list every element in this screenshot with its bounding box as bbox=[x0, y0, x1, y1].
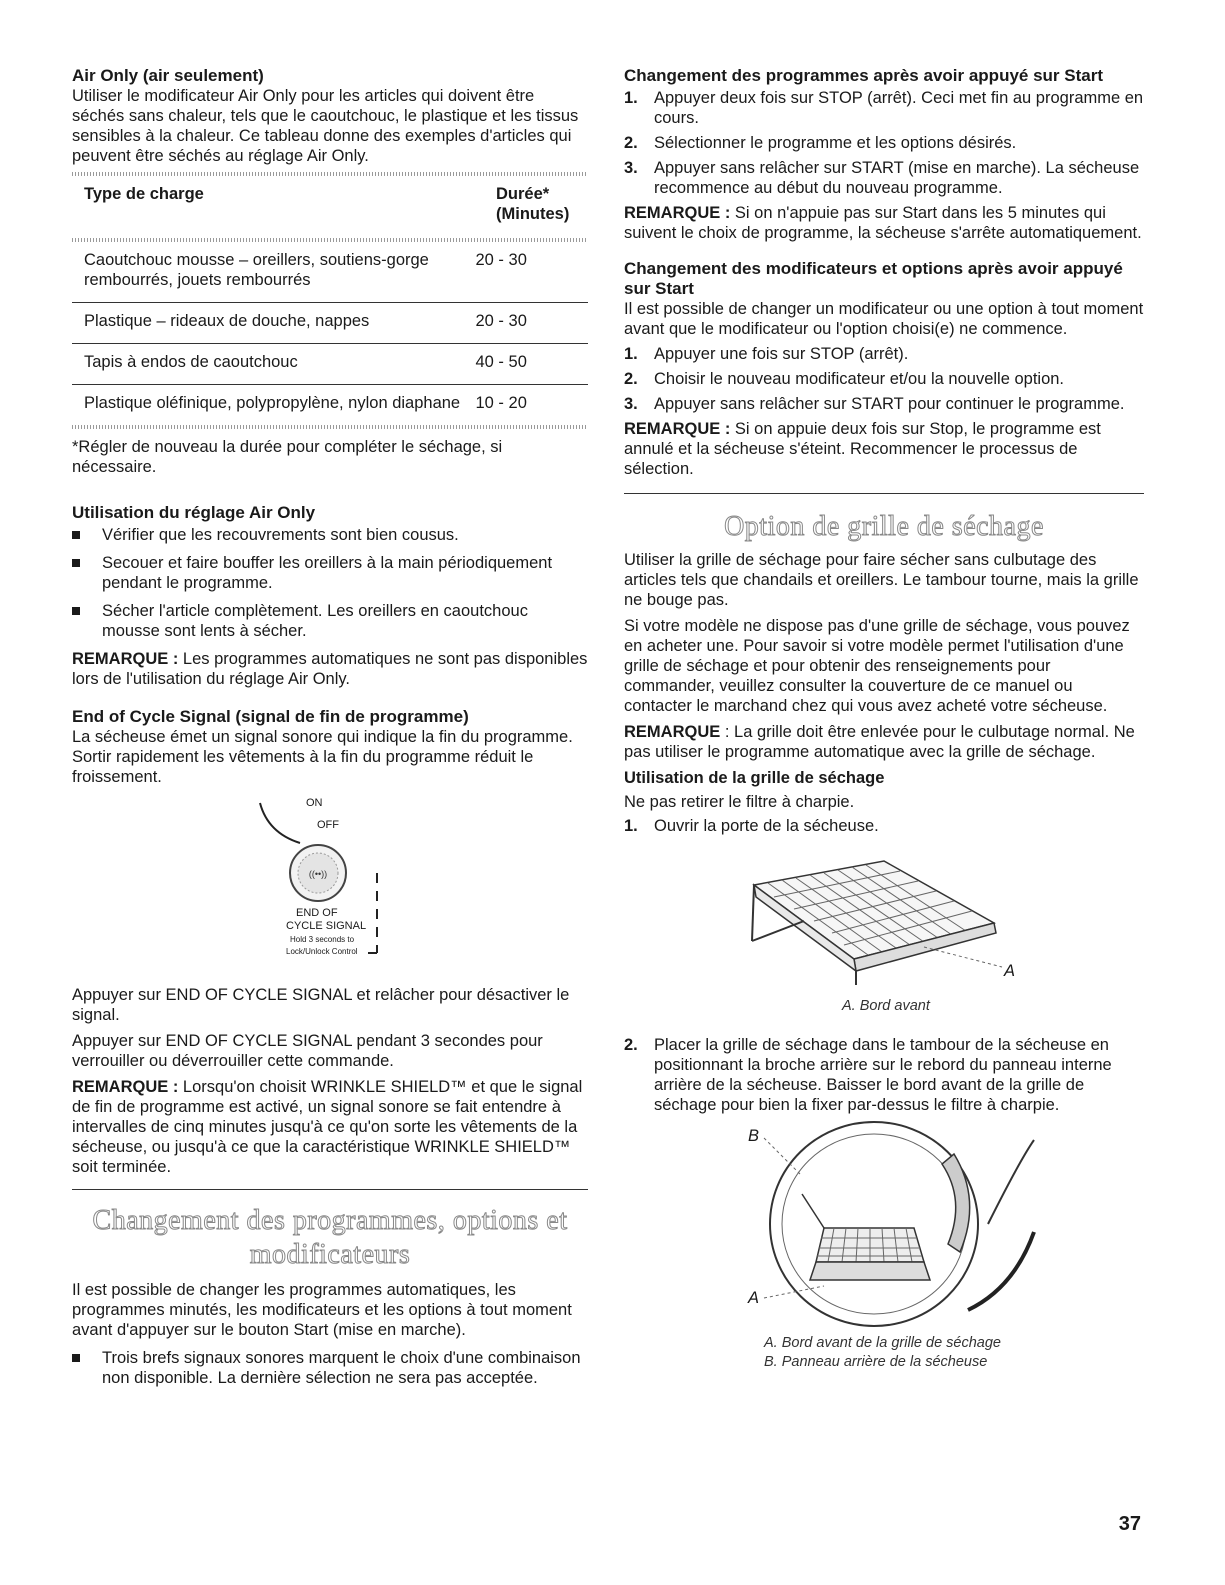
utilisation-air-only-heading: Utilisation du réglage Air Only bbox=[72, 503, 316, 522]
list-item bbox=[624, 816, 1144, 836]
changement-bullets bbox=[72, 1348, 588, 1388]
end-of-cycle-heading: End of Cycle Signal (signal de fin de programme) bbox=[72, 707, 469, 726]
remarque-text: Lorsqu'on choisit WRINKLE SHIELD™ et que le signal de fin de programme est activé, un signal sonore se fait entendre à intervalles de cinq minutes jusqu'à ce qu'on sorte les vêtements de la sécheuse, ou jusqu'à ce que la caractéristique WRINKLE SHIELD™ soit terminée. bbox=[72, 1078, 583, 1176]
utilisation-remarque bbox=[72, 649, 588, 689]
panel-off-label: OFF bbox=[317, 819, 339, 831]
table-row bbox=[72, 344, 588, 385]
remarque-text: Si on appuie deux fois sur Stop, le programme est annulé et la sécheuse s'éteint. Recommencer le processus de sélection. bbox=[624, 420, 1101, 478]
section-divider bbox=[72, 1189, 588, 1190]
utilisation-bullets bbox=[72, 525, 588, 641]
changement-modificateurs-remarque bbox=[624, 419, 1144, 479]
section-title-line1: Changement des programmes, options et bbox=[92, 1205, 568, 1236]
panel-end-of-label: END OF bbox=[296, 907, 338, 919]
table-cell-duration: 20 - 30 bbox=[475, 312, 527, 330]
air-only-table-body bbox=[72, 242, 588, 425]
changement-programmes-steps bbox=[624, 88, 1144, 198]
table-row bbox=[72, 303, 588, 344]
step-number: 1. bbox=[624, 817, 638, 835]
grille-remarque bbox=[624, 722, 1144, 762]
end-of-cycle-para2: Appuyer sur END OF CYCLE SIGNAL pendant 3 secondes pour verrouiller ou déverrouiller cette commande. bbox=[72, 1032, 543, 1070]
panel-hold-label: Hold 3 seconds to bbox=[290, 935, 355, 944]
table-bottom-rule bbox=[72, 425, 588, 429]
step-text: Choisir le nouveau modificateur et/ou la nouvelle option. bbox=[654, 370, 1065, 388]
panel-cycle-signal-label: CYCLE SIGNAL bbox=[286, 920, 367, 932]
col-duration-header bbox=[496, 184, 588, 224]
grille-sub-intro: Ne pas retirer le filtre à charpie. bbox=[624, 793, 855, 811]
col-type-header: Type de charge bbox=[84, 185, 204, 203]
end-of-cycle-intro: La sécheuse émet un signal sonore qui indique la fin du programme. Sortir rapidement les vêtements à la fin du programme réduit le froissement. bbox=[72, 728, 573, 786]
grille-step1 bbox=[624, 816, 1144, 836]
table-row bbox=[72, 242, 588, 303]
air-only-heading: Air Only (air seulement) bbox=[72, 66, 264, 85]
changement-modificateurs-steps bbox=[624, 344, 1144, 414]
drying-rack-illustration bbox=[624, 841, 1144, 1019]
step-text: Ouvrir la porte de la sécheuse. bbox=[654, 817, 879, 835]
table-cell-type: Tapis à endos de caoutchouc bbox=[84, 353, 298, 371]
step-number: 3. bbox=[624, 159, 638, 177]
list-item bbox=[624, 133, 1144, 153]
end-of-cycle-panel-illustration bbox=[72, 795, 588, 985]
section-divider bbox=[624, 493, 1144, 494]
grille-para2: Si votre modèle ne dispose pas d'une grille de séchage, vous pouvez en acheter une. Pour savoir si votre modèle permet l'utilisation d'une grille de séchage et pour obtenir des renseignements pour commander, veuillez consulter la couverture de ce manuel ou contacter le marchand chez qui vous avez acheté votre sécheuse. bbox=[624, 617, 1130, 715]
list-item: Sécher l'article complètement. Les oreillers en caoutchouc mousse sont lents à sécher. bbox=[72, 601, 588, 641]
remarque-label: REMARQUE : bbox=[72, 650, 179, 668]
changement-programmes-remarque bbox=[624, 203, 1144, 243]
list-item bbox=[624, 369, 1144, 389]
left-column bbox=[72, 66, 588, 1396]
panel-lock-label: Lock/Unlock Control bbox=[286, 947, 358, 956]
table-cell-type: Caoutchouc mousse – oreillers, soutiens-gorge rembourrés, jouets rembourrés bbox=[84, 251, 429, 289]
remarque-text: Si on n'appuie pas sur Start dans les 5 minutes qui suivent le choix de programme, la sécheuse s'arrête automatiquement. bbox=[624, 204, 1142, 242]
drum-label-b: B bbox=[748, 1127, 760, 1145]
rack-in-drum-drawing bbox=[624, 1120, 1144, 1330]
rack-label-a: A bbox=[1004, 962, 1016, 980]
table-cell-type: Plastique – rideaux de douche, nappes bbox=[84, 312, 370, 330]
remarque-label: REMARQUE : bbox=[72, 1078, 179, 1096]
air-only-intro: Utiliser le modificateur Air Only pour les articles qui doivent être séchés sans chaleur, tels que le caoutchouc, le plastique et les tissus sensibles à la chaleur. Ce tableau donne des exemples d'articles qui peuvent être séchés au réglage Air Only. bbox=[72, 87, 579, 165]
remarque-label: REMARQUE bbox=[624, 723, 721, 741]
remarque-label: REMARQUE : bbox=[624, 204, 731, 222]
list-item: Secouer et faire bouffer les oreillers à la main périodiquement pendant le programme. bbox=[72, 553, 588, 593]
remarque-text: : La grille doit être enlevée pour le culbutage normal. Ne pas utiliser le programme automatique avec la grille de séchage. bbox=[624, 723, 1135, 761]
grille-sub-heading: Utilisation de la grille de séchage bbox=[624, 769, 885, 787]
changement-programmes-heading: Changement des programmes après avoir appuyé sur Start bbox=[624, 66, 1103, 85]
end-of-cycle-para1: Appuyer sur END OF CYCLE SIGNAL et relâcher pour désactiver le signal. bbox=[72, 986, 570, 1024]
right-column bbox=[624, 66, 1144, 1372]
step-number: 2. bbox=[624, 134, 638, 152]
drum-label-a: A bbox=[748, 1289, 760, 1307]
list-item bbox=[624, 1035, 1144, 1115]
list-item bbox=[624, 158, 1144, 198]
table-cell-type: Plastique oléfinique, polypropylène, nylon diaphane bbox=[84, 394, 461, 412]
duration-header-line1: Durée* bbox=[496, 185, 550, 203]
step-text: Appuyer sans relâcher sur START pour continuer le programme. bbox=[654, 395, 1125, 413]
list-item bbox=[624, 394, 1144, 414]
grille-step2 bbox=[624, 1035, 1144, 1115]
air-only-table bbox=[72, 184, 588, 224]
rack-caption: A. Bord avant bbox=[842, 998, 930, 1014]
table-footnote: *Régler de nouveau la durée pour compléter le séchage, si nécessaire. bbox=[72, 438, 503, 476]
table-row bbox=[72, 385, 588, 426]
duration-header-line2: (Minutes) bbox=[496, 205, 570, 223]
step-number: 2. bbox=[624, 1036, 638, 1054]
step-number: 3. bbox=[624, 395, 638, 413]
step-text: Sélectionner le programme et les options désirés. bbox=[654, 134, 1017, 152]
changement-modificateurs-intro: Il est possible de changer un modificateur ou une option à tout moment avant que le modificateur ou l'option choisi(e) ne commence. bbox=[624, 300, 1144, 338]
end-of-cycle-remarque bbox=[72, 1077, 588, 1177]
changement-section-title bbox=[72, 1204, 588, 1272]
changement-modificateurs-heading: Changement des modificateurs et options après avoir appuyé sur Start bbox=[624, 259, 1123, 298]
page-number: 37 bbox=[1118, 1513, 1141, 1535]
step-number: 1. bbox=[624, 345, 638, 363]
step-text: Placer la grille de séchage dans le tambour de la sécheuse en positionnant la broche arrière sur le rebord du panneau interne arrière de la sécheuse. Baisser le bord avant de la grille de séchage pour bien la fixer par-dessus le filtre à charpie. bbox=[654, 1036, 1112, 1114]
step-text: Appuyer sans relâcher sur START (mise en marche). La sécheuse recommence au début du nouveau programme. bbox=[654, 159, 1140, 197]
table-cell-duration: 10 - 20 bbox=[475, 394, 527, 412]
table-cell-duration: 20 - 30 bbox=[475, 251, 527, 269]
grille-section-title: Option de grille de séchage bbox=[724, 511, 1044, 542]
table-top-rule bbox=[72, 172, 588, 176]
list-item: Vérifier que les recouvrements sont bien cousus. bbox=[72, 525, 588, 545]
step-number: 2. bbox=[624, 370, 638, 388]
step-text: Appuyer deux fois sur STOP (arrêt). Ceci met fin au programme en cours. bbox=[654, 89, 1144, 127]
svg-text:((••)): ((••)) bbox=[308, 869, 328, 879]
remarque-text: Les programmes automatiques ne sont pas disponibles lors de l'utilisation du réglage Air Only. bbox=[72, 650, 588, 688]
drum-caption-a: A. Bord avant de la grille de séchage bbox=[764, 1335, 1001, 1351]
table-cell-duration: 40 - 50 bbox=[475, 353, 527, 371]
step-text: Appuyer une fois sur STOP (arrêt). bbox=[654, 345, 909, 363]
changement-intro: Il est possible de changer les programmes automatiques, les programmes minutés, les modificateurs et les options à tout moment avant d'appuyer sur le bouton Start (mise en marche). bbox=[72, 1281, 572, 1339]
section-title-line2: modificateurs bbox=[249, 1239, 411, 1270]
list-item bbox=[624, 88, 1144, 128]
panel-on-label: ON bbox=[306, 797, 323, 809]
grille-para1: Utiliser la grille de séchage pour faire sécher sans culbutage des articles tels que chandails et oreillers. Le tambour tourne, mais la grille ne bouge pas. bbox=[624, 551, 1139, 609]
step-number: 1. bbox=[624, 89, 638, 107]
drum-caption-b: B. Panneau arrière de la sécheuse bbox=[764, 1354, 988, 1370]
rack-in-drum-illustration bbox=[624, 1120, 1144, 1330]
table-header-row bbox=[72, 184, 588, 224]
list-item bbox=[624, 344, 1144, 364]
drying-rack-drawing bbox=[624, 841, 1144, 1019]
remarque-label: REMARQUE : bbox=[624, 420, 731, 438]
list-item: Trois brefs signaux sonores marquent le choix d'une combinaison non disponible. La dernière sélection ne sera pas acceptée. bbox=[72, 1348, 588, 1388]
